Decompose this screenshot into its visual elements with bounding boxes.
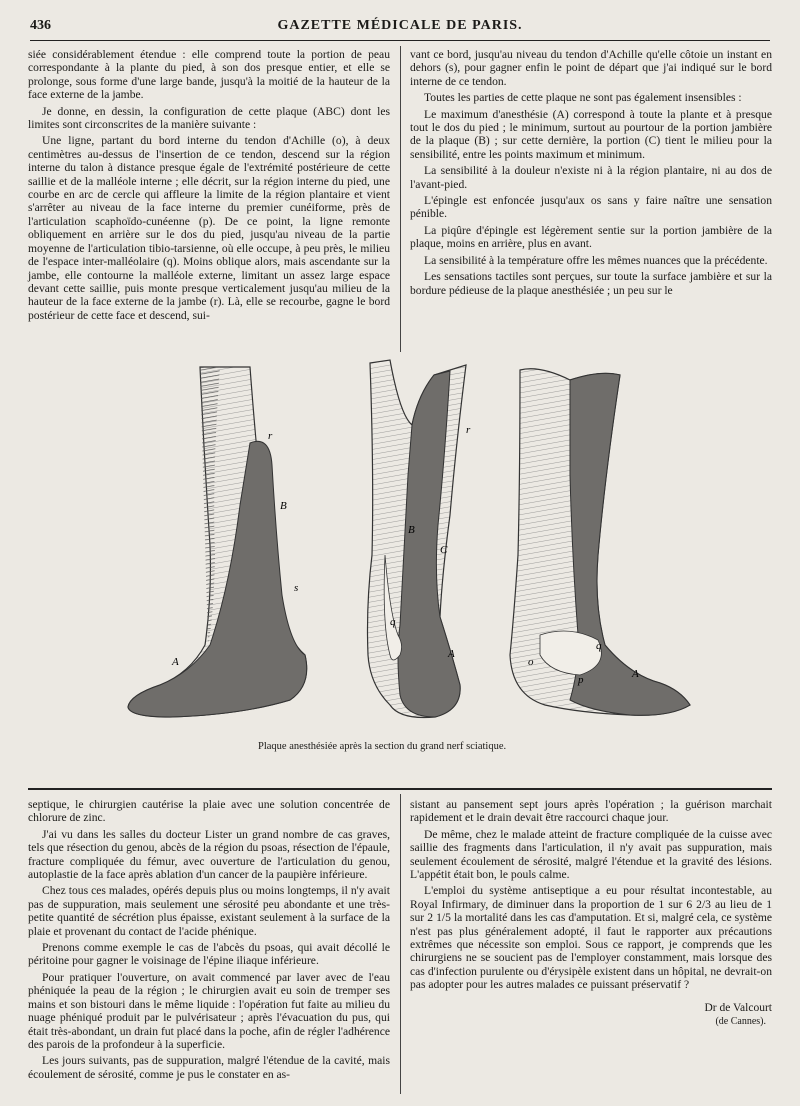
paragraph: Chez tous ces malades, opérés depuis plus ou moins longtemps, il n'y avait pas de suppuration, mais seulement une sérosité peu abondante et une très-petite quantité de sécrétion plus épaisse, existant seulement à la surface de la plaie et provenant du contact de l'acide phénique.	[28, 884, 390, 938]
label-q-mid: q	[390, 616, 396, 628]
paragraph: Prenons comme exemple le cas de l'abcès du psoas, qui avait décollé le péritoine pour gagner le voisinage de l'épine iliaque inférieure.	[28, 941, 390, 968]
leg-illustration	[100, 355, 720, 755]
label-s: s	[294, 582, 299, 594]
label-q-right: q	[596, 640, 602, 652]
page-number: 436	[30, 18, 51, 33]
label-a-left: A	[172, 656, 179, 668]
paragraph: Une ligne, partant du bord interne du tendon d'Achille (o), à deux centimètres au-dessus de l'insertion de ce tendon, descend sur la région interne du talon à distance presque égale de l'extrémité postérieure de cette saillie et de la malléole interne ; elle décrit, sur la région interne du pied, une courbe en arc de cercle qui affleure la limite de la région plantaire et vient s'arrêter au niveau de la face interne du premier cunéiforme, près de l'articulation scaphoïdo-cunéenne (p). De ce point, la ligne remonte obliquement en arrière sur le dos du pied, jusqu'au niveau de la partie moyenne de l'articulation tibio-tarsienne, où elle occupe, à peu près, le milieu de l'espace inter-malléolaire (q). Moins oblique alors, mais ascendante sur la jambe, elle contourne la malléole externe, limitant un assez large espace devant cette saillie, puis monte presque verticalement jusqu'au milieu de la hauteur de la face externe de la jambe (r). Là, elle se recourbe, gagne le bord postérieur de cette face et descend, sui-	[28, 134, 390, 322]
leg-left	[128, 367, 307, 717]
paragraph: sistant au pansement sept jours après l'opération ; la guérison marchait rapidement et le drain devait être raccourci chaque jour.	[410, 798, 772, 825]
section-rule	[28, 788, 772, 790]
paragraph: Je donne, en dessin, la configuration de cette plaque (ABC) dont les limites sont circonscrites de la manière suivante :	[28, 104, 390, 132]
label-o: o	[528, 656, 534, 668]
label-r-left: r	[268, 430, 273, 442]
paragraph: J'ai vu dans les salles du docteur Lister un grand nombre de cas graves, tels que résection du genou, abcès de la région du psoas, résection de l'épaule, fracture compliquée du fémur, avec ouverture de l'articulation du genou, autoplastie de la face après ablation d'un cancer de la paupière inférieure.	[28, 827, 390, 882]
paragraph: Les sensations tactiles sont perçues, sur toute la surface jambière et sur la bordure pédieuse de la plaque anesthésiée ; un peu sur le	[410, 270, 772, 297]
author-place: (de Cannes).	[715, 1016, 766, 1028]
label-c-mid: C	[440, 544, 448, 556]
label-b-left: B	[280, 500, 287, 512]
leg-right	[510, 369, 690, 716]
label-p: p	[578, 674, 584, 686]
column-bottom-right	[410, 798, 772, 1029]
paragraph: siée considérablement étendue : elle comprend toute la portion de peau correspondante à la plante du pied, à son dos presque entier, et elle se prolonge, sous forme d'une large bande, jusqu'à la moitié de la hauteur de la face externe de la jambe.	[28, 48, 390, 102]
column-top-left	[28, 48, 390, 325]
paragraph: L'épingle est enfoncée jusqu'aux os sans y faire naître une sensation pénible.	[410, 194, 772, 221]
paragraph: Pour pratiquer l'ouverture, on avait commencé par laver avec de l'eau phéniquée la peau de la région ; le chirurgien avait eu soin de tremper ses mains et son bistouri dans le même liquide : l'opération fut faite au milieu du nuage phéniqué produit par le pulvérisateur ; après l'évacuation du pus, qui était très-abondant, un drain fut placé dans la poche, afin de régler l'adhérence des parois de la profondeur à la superficie.	[28, 970, 390, 1051]
label-a-mid: A	[448, 648, 455, 660]
journal-title: GAZETTE MÉDICALE DE PARIS.	[277, 18, 523, 33]
paragraph: La piqûre d'épingle est légèrement sentie sur la portion jambière de la plaque, moins en arrière, plus en avant.	[410, 223, 772, 251]
leg-middle	[368, 360, 467, 718]
paragraph: Toutes les parties de cette plaque ne sont pas également insensibles :	[424, 91, 742, 105]
paragraph: De même, chez le malade atteint de fracture compliquée de la cuisse avec saillie des fragments dans l'articulation, il n'y avait pas suppuration, mais seulement écoulement de sérosité, malgré l'étendue et la gravité des lésions. L'appétit était bon, le pouls calme.	[410, 827, 772, 882]
paragraph: vant ce bord, jusqu'au niveau du tendon d'Achille qu'elle côtoie un instant en dehors (s), pour gagner enfin le point de départ que j'ai indiqué sur le bord interne de ce tendon.	[410, 48, 772, 88]
figure-caption: Plaque anesthésiée après la section du grand nerf sciatique.	[258, 741, 507, 752]
label-b-mid: B	[408, 524, 415, 536]
paragraph: Le maximum d'anesthésie (A) correspond à toute la plante et à presque tout le dos du pied ; le minimum, surtout au pourtour de la portion jambière de la plaque (B) ; sur cette dernière, la portion (C) tient le milieu pour la sensibilité, entre les points maximum et minimum.	[410, 107, 772, 161]
paragraph: La sensibilité à la température offre les mêmes nuances que la précédente.	[424, 253, 768, 267]
label-a-right: A	[632, 668, 639, 680]
label-r-mid: r	[466, 424, 471, 436]
column-divider-bottom	[400, 794, 401, 1094]
page-header	[30, 14, 770, 41]
paragraph: Les jours suivants, pas de suppuration, malgré l'étendue de la cavité, mais écoulement de sérosité, comme je pus le constater en as-	[28, 1054, 390, 1081]
paragraph: septique, le chirurgien cautérise la plaie avec une solution concentrée de chlorure de zinc.	[28, 798, 390, 825]
author-signature	[410, 1002, 772, 1029]
column-bottom-left	[28, 798, 390, 1084]
column-divider-top	[400, 46, 401, 352]
author-name: Dr de Valcourt	[704, 1001, 772, 1014]
paragraph: L'emploi du système antiseptique a eu pour résultat incontestable, au Royal Infirmary, de diminuer dans la proportion de 1 sur 6 2/3 au lieu de 1 sur 2 1/5 la mortalité dans les cas d'amputation. Et si, malgré cela, ce système n'est pas plus généralement adopté, il faut le rapporter aux précautions extrêmes que nécessite son emploi. Sous ce rapport, je comprends que les chirurgiens ne se soucient pas de l'employer constamment, mais lorsque des cas d'infection purulente ou d'érysipèle existent dans un hôpital, ne devrait-on pas adopter pour les autres malades ce puissant préservatif ?	[410, 884, 772, 992]
paragraph: La sensibilité à la douleur n'existe ni à la région plantaire, ni au dos de l'avant-pied.	[410, 164, 772, 191]
column-top-right	[410, 48, 772, 300]
